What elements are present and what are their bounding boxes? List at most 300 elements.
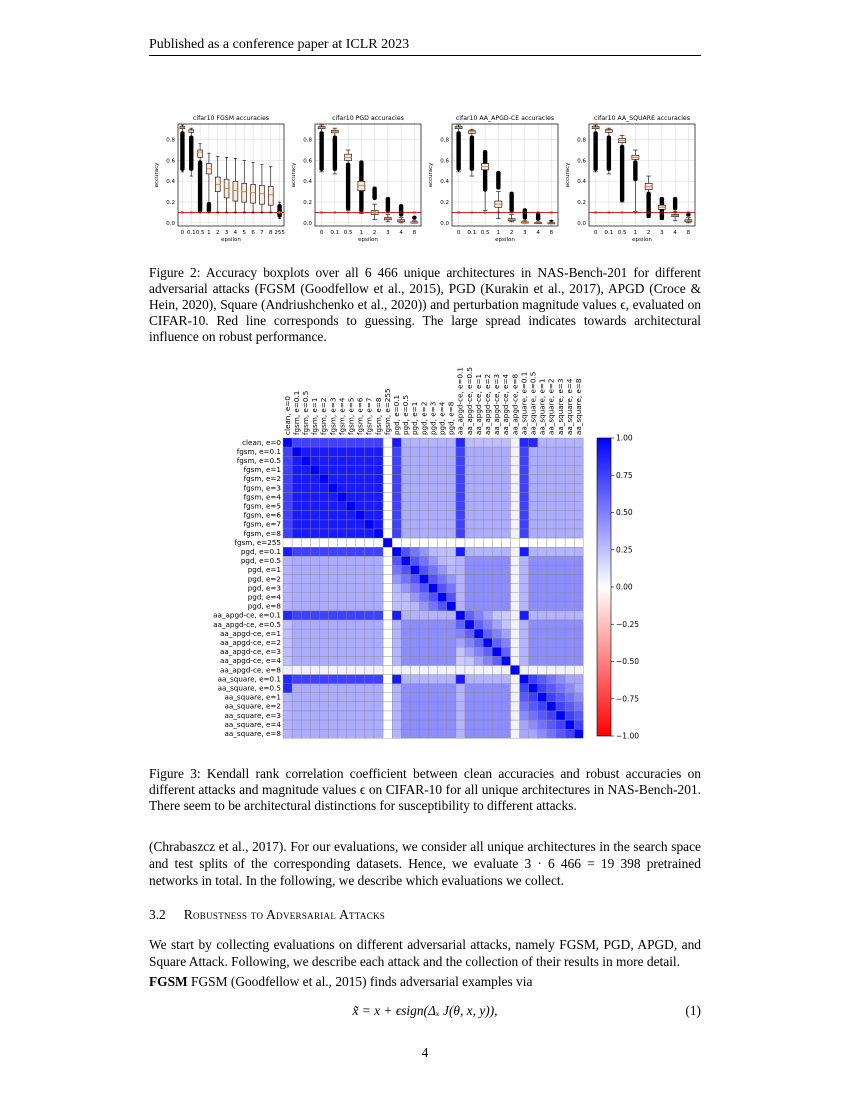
heatmap-cell <box>292 511 301 520</box>
heatmap-cell <box>556 438 565 447</box>
heatmap-cell <box>374 693 383 702</box>
heatmap-cell <box>292 693 301 702</box>
heatmap-cell <box>529 620 538 629</box>
heatmap-cell <box>529 611 538 620</box>
heatmap-cell <box>447 647 456 656</box>
heatmap-cell <box>283 666 292 675</box>
heatmap-cell <box>383 656 392 665</box>
heatmap-cell <box>492 620 501 629</box>
heatmap-cell <box>420 702 429 711</box>
heatmap-cell <box>374 465 383 474</box>
heatmap-cell <box>547 620 556 629</box>
heatmap-cell <box>520 556 529 565</box>
heatmap-cell <box>310 511 319 520</box>
heatmap-cell <box>447 693 456 702</box>
heatmap-cell <box>501 565 510 574</box>
heatmap-cell <box>556 484 565 493</box>
heatmap-cell <box>556 629 565 638</box>
heatmap-cell <box>438 611 447 620</box>
heatmap-cell <box>319 565 328 574</box>
heatmap-cell <box>538 547 547 556</box>
heatmap-cell <box>429 647 438 656</box>
heatmap-cell <box>465 602 474 611</box>
heatmap-cell <box>329 575 338 584</box>
row-label: fgsm, e=255 <box>234 537 281 547</box>
x-tick-label: 1 <box>496 230 501 236</box>
heatmap-cell <box>319 693 328 702</box>
heatmap-cell <box>374 602 383 611</box>
heatmap-cell <box>529 666 538 675</box>
heatmap-cell <box>383 675 392 684</box>
heatmap-cell <box>474 593 483 602</box>
heatmap-cell <box>356 620 365 629</box>
column-label: fgsm, e=8 <box>373 397 383 435</box>
boxplot-panel <box>291 115 421 243</box>
heatmap-cell <box>338 474 347 483</box>
heatmap-cell <box>465 584 474 593</box>
heatmap-cell <box>410 502 419 511</box>
heatmap-cell <box>529 556 538 565</box>
heatmap-cell <box>483 502 492 511</box>
heatmap-cell <box>447 511 456 520</box>
heatmap-cell <box>401 611 410 620</box>
heatmap-cell <box>483 629 492 638</box>
heatmap-cell <box>456 511 465 520</box>
heatmap-cell <box>420 529 429 538</box>
heatmap-cell <box>292 593 301 602</box>
heatmap-cell <box>292 547 301 556</box>
heatmap-cell <box>556 575 565 584</box>
equation-number: (1) <box>685 1003 701 1018</box>
heatmap-cell <box>383 575 392 584</box>
x-tick-label: 3 <box>386 230 390 236</box>
heatmap-cell <box>374 611 383 620</box>
heatmap-cell <box>501 447 510 456</box>
x-tick-label: 6 <box>251 230 255 236</box>
heatmap-cell <box>420 675 429 684</box>
column-label: fgsm, e=6 <box>355 397 365 435</box>
heatmap-cell <box>401 720 410 729</box>
heatmap-cell <box>429 620 438 629</box>
heatmap-cell <box>319 647 328 656</box>
heatmap-cell <box>465 529 474 538</box>
heatmap-cell <box>574 666 583 675</box>
heatmap-cell <box>347 465 356 474</box>
heatmap-cell <box>329 620 338 629</box>
heatmap-cell <box>301 693 310 702</box>
heatmap-cell <box>520 611 529 620</box>
heatmap-cell <box>347 638 356 647</box>
heatmap-cell <box>511 702 520 711</box>
heatmap-cell <box>547 547 556 556</box>
heatmap-cell <box>474 547 483 556</box>
heatmap-cell <box>301 620 310 629</box>
heatmap-cell <box>319 620 328 629</box>
heatmap-cell <box>356 638 365 647</box>
heatmap-cell <box>310 711 319 720</box>
x-tick-label: 0 <box>180 230 185 236</box>
heatmap-cell <box>338 584 347 593</box>
row-label: aa_apgd-ce, e=2 <box>219 638 281 648</box>
heatmap-cell <box>483 711 492 720</box>
heatmap-cell <box>438 447 447 456</box>
heatmap-cell <box>283 647 292 656</box>
column-label: aa_square, e=8 <box>574 378 584 435</box>
heatmap-cell <box>383 729 392 738</box>
heatmap-cell <box>511 484 520 493</box>
x-tick-label: 1 <box>359 230 364 236</box>
heatmap-cell <box>347 447 356 456</box>
heatmap-cell <box>410 484 419 493</box>
heatmap-cell <box>520 693 529 702</box>
heatmap-cell <box>392 593 401 602</box>
heatmap-cell <box>347 720 356 729</box>
heatmap-cell <box>492 666 501 675</box>
heatmap-cell <box>338 620 347 629</box>
heatmap-cell <box>356 520 365 529</box>
x-tick-label: 0.1 <box>330 230 340 236</box>
heatmap-cell <box>410 547 419 556</box>
heatmap-cell <box>483 620 492 629</box>
heatmap-cell <box>319 538 328 547</box>
heatmap-cell <box>401 493 410 502</box>
colorbar-tick-label: 0.75 <box>616 470 633 480</box>
heatmap-cell <box>347 647 356 656</box>
heatmap-cell <box>319 484 328 493</box>
heatmap-cell <box>501 656 510 665</box>
fgsm-paragraph <box>149 973 701 990</box>
heatmap-cell <box>429 547 438 556</box>
heatmap-cell <box>356 538 365 547</box>
heatmap-cell <box>410 538 419 547</box>
heatmap-cell <box>383 502 392 511</box>
outlier-band <box>372 186 376 200</box>
heatmap-cell <box>338 638 347 647</box>
heatmap-cell <box>310 575 319 584</box>
x-axis-label: epsilon <box>495 237 515 243</box>
heatmap-cell <box>538 484 547 493</box>
row-label: fgsm, e=5 <box>243 501 281 511</box>
heatmap-cell <box>301 593 310 602</box>
heatmap-cell <box>511 474 520 483</box>
heatmap-cell <box>556 565 565 574</box>
heatmap-cell <box>456 666 465 675</box>
heatmap-cell <box>429 575 438 584</box>
heatmap-cell <box>520 656 529 665</box>
row-label: clean, e=0 <box>242 437 281 447</box>
heatmap-cell <box>501 520 510 529</box>
heatmap-cell <box>283 729 292 738</box>
heatmap-cell <box>492 520 501 529</box>
heatmap-cell <box>283 511 292 520</box>
heatmap-cell <box>365 556 374 565</box>
heatmap-cell <box>456 538 465 547</box>
heatmap-cell <box>374 529 383 538</box>
heatmap-cell <box>520 675 529 684</box>
heatmap-cell <box>383 556 392 565</box>
heatmap-cell <box>456 547 465 556</box>
heatmap-cell <box>283 556 292 565</box>
outlier-band <box>333 135 337 170</box>
column-label: fgsm, e=255 <box>382 388 392 435</box>
heatmap-cell <box>438 720 447 729</box>
heatmap-cell <box>556 447 565 456</box>
heatmap-cell <box>511 502 520 511</box>
heatmap-cell <box>556 638 565 647</box>
heatmap-cell <box>456 602 465 611</box>
heatmap-cell <box>410 511 419 520</box>
heatmap-cell <box>401 565 410 574</box>
heatmap-cell <box>310 547 319 556</box>
heatmap-cell <box>365 538 374 547</box>
outlier-band <box>346 163 350 211</box>
column-label: aa_apgd-ce, e=0.5 <box>464 367 474 435</box>
colorbar-tick-label: −0.25 <box>616 619 639 629</box>
heatmap-cell <box>301 629 310 638</box>
heatmap-cell <box>474 629 483 638</box>
heatmap-cell <box>383 620 392 629</box>
heatmap-cell <box>347 684 356 693</box>
heatmap-cell <box>501 547 510 556</box>
heatmap-cell <box>365 729 374 738</box>
heatmap-cell <box>383 711 392 720</box>
heatmap-cell <box>310 529 319 538</box>
heatmap-cell <box>383 693 392 702</box>
heatmap-cell <box>401 602 410 611</box>
heatmap-cell <box>310 565 319 574</box>
colorbar-tick-label: 1.00 <box>616 433 633 443</box>
heatmap-cell <box>401 438 410 447</box>
heatmap-cell <box>438 647 447 656</box>
heatmap-cell <box>483 484 492 493</box>
heatmap-cell <box>392 702 401 711</box>
heatmap-cell <box>565 474 574 483</box>
heatmap-cell <box>511 493 520 502</box>
heatmap-cell <box>529 629 538 638</box>
heatmap-cell <box>392 675 401 684</box>
heatmap-cell <box>383 584 392 593</box>
heatmap-cell <box>429 529 438 538</box>
heatmap-cell <box>319 666 328 675</box>
heatmap-cell <box>347 456 356 465</box>
heatmap-cell <box>574 493 583 502</box>
x-tick-label: 0.5 <box>617 230 627 236</box>
heatmap-cell <box>456 556 465 565</box>
heatmap-cell <box>574 711 583 720</box>
heatmap-cell <box>329 511 338 520</box>
heatmap-cell <box>474 565 483 574</box>
heatmap-cell <box>511 529 520 538</box>
heatmap-cell <box>456 656 465 665</box>
heatmap-cell <box>574 729 583 738</box>
x-tick-label: 4 <box>536 230 540 236</box>
heatmap-cell <box>483 638 492 647</box>
y-tick-label: 0.8 <box>577 137 586 144</box>
heatmap-cell <box>319 465 328 474</box>
heatmap-cell <box>556 693 565 702</box>
heatmap-cell <box>338 447 347 456</box>
heatmap-cell <box>310 684 319 693</box>
heatmap-cell <box>383 547 392 556</box>
heatmap-cell <box>520 711 529 720</box>
heatmap-cell <box>301 456 310 465</box>
heatmap-cell <box>547 565 556 574</box>
heatmap-cell <box>401 456 410 465</box>
heatmap-cell <box>456 474 465 483</box>
heatmap-cell <box>501 502 510 511</box>
heatmap-cell <box>292 502 301 511</box>
heatmap-cell <box>492 656 501 665</box>
heatmap-cell <box>474 502 483 511</box>
heatmap-cell <box>401 693 410 702</box>
row-label: aa_square, e=4 <box>224 719 281 729</box>
heatmap-cell <box>410 711 419 720</box>
heatmap-cell <box>492 511 501 520</box>
heatmap-cell <box>465 620 474 629</box>
heatmap-cell <box>329 547 338 556</box>
heatmap-cell <box>456 638 465 647</box>
heatmap-cell <box>292 493 301 502</box>
row-label: aa_apgd-ce, e=0.1 <box>213 610 281 620</box>
x-tick-label: 8 <box>412 230 417 236</box>
heatmap-cell <box>283 484 292 493</box>
heatmap-cell <box>483 611 492 620</box>
body-paragraph-2: We start by collecting evaluations on different adversarial attacks, namely FGSM, PGD, APGD, and Square Attack. Following, we describe each attack and the collection of their results in more detail. <box>149 937 701 969</box>
heatmap-cell <box>492 593 501 602</box>
heatmap-cell <box>392 565 401 574</box>
box-iqr <box>259 185 264 204</box>
heatmap-cell <box>347 575 356 584</box>
x-tick-label: 8 <box>269 230 273 236</box>
heatmap-cell <box>338 611 347 620</box>
heatmap-cell <box>474 438 483 447</box>
heatmap-cell <box>401 629 410 638</box>
heatmap-cell <box>310 729 319 738</box>
heatmap-cell <box>565 538 574 547</box>
heatmap-cell <box>420 484 429 493</box>
heatmap-cell <box>511 593 520 602</box>
heatmap-cell <box>465 675 474 684</box>
heatmap-cell <box>374 720 383 729</box>
heatmap-cell <box>538 684 547 693</box>
heatmap-cell <box>301 538 310 547</box>
heatmap-cell <box>483 511 492 520</box>
heatmap-cell <box>292 556 301 565</box>
heatmap-cell <box>529 438 538 447</box>
column-label: aa_square, e=3 <box>555 378 565 435</box>
heatmap-cell <box>538 666 547 675</box>
column-label: clean, e=0 <box>282 396 292 435</box>
heatmap-cell <box>474 602 483 611</box>
heatmap-cell <box>310 611 319 620</box>
heatmap-cell <box>456 465 465 474</box>
heatmap-cell <box>492 675 501 684</box>
y-tick-label: 0.4 <box>577 179 586 186</box>
section-number: 3.2 <box>149 907 166 922</box>
column-label: pgd, e=8 <box>446 401 456 435</box>
heatmap-cell <box>429 447 438 456</box>
figure-3-caption: Figure 3: Kendall rank correlation coefficient between clean accuracies and robust accuracies on different attacks and magnitude values ϵ on CIFAR-10 for all unique architectures in NAS-Bench-201. There seem to be architectural distinctions for susceptibility to different attacks. <box>149 766 701 813</box>
heatmap-cell <box>438 547 447 556</box>
heatmap-cell <box>556 656 565 665</box>
heatmap-cell <box>465 720 474 729</box>
heatmap-cell <box>392 520 401 529</box>
heatmap-cell <box>374 484 383 493</box>
heatmap-cell <box>347 693 356 702</box>
box-iqr <box>358 181 365 190</box>
heatmap-cell <box>383 684 392 693</box>
heatmap-cell <box>565 729 574 738</box>
x-tick-label: 3 <box>660 230 664 236</box>
heatmap-cell <box>474 711 483 720</box>
heatmap-cell <box>465 656 474 665</box>
heatmap-cell <box>319 511 328 520</box>
heatmap-cell <box>456 611 465 620</box>
heatmap-cell <box>292 447 301 456</box>
heatmap-cell <box>420 575 429 584</box>
heatmap-cell <box>292 575 301 584</box>
heatmap-cell <box>301 565 310 574</box>
heatmap-cell <box>429 502 438 511</box>
heatmap-cell <box>538 720 547 729</box>
heatmap-cell <box>529 647 538 656</box>
heatmap-cell <box>483 584 492 593</box>
heatmap-cell <box>420 647 429 656</box>
heatmap-cell <box>338 456 347 465</box>
heatmap-cell <box>338 547 347 556</box>
heatmap-cell <box>310 675 319 684</box>
heatmap-cell <box>474 656 483 665</box>
heatmap-cell <box>356 611 365 620</box>
heatmap-cell <box>401 484 410 493</box>
heatmap-cell <box>492 611 501 620</box>
heatmap-cell <box>392 556 401 565</box>
heatmap-cell <box>329 447 338 456</box>
heatmap-cell <box>501 638 510 647</box>
heatmap-cell <box>456 593 465 602</box>
x-tick-label: 0.5 <box>480 230 490 236</box>
heatmap-cell <box>329 502 338 511</box>
heatmap-cell <box>556 711 565 720</box>
x-tick-label: 255 <box>274 230 285 236</box>
heatmap-cell <box>392 629 401 638</box>
heatmap-cell <box>374 620 383 629</box>
column-label: aa_apgd-ce, e=8 <box>510 373 520 435</box>
heatmap-cell <box>520 484 529 493</box>
heatmap-cell <box>319 638 328 647</box>
heatmap-cell <box>438 584 447 593</box>
heatmap-cell <box>392 638 401 647</box>
heatmap-cell <box>429 638 438 647</box>
boxplot-panel <box>565 115 695 243</box>
heatmap-cell <box>538 438 547 447</box>
heatmap-cell <box>447 593 456 602</box>
y-tick-label: 0.2 <box>577 200 586 207</box>
heatmap-cell <box>365 593 374 602</box>
heatmap-cell <box>310 556 319 565</box>
heatmap-cell <box>574 611 583 620</box>
heatmap-cell <box>520 702 529 711</box>
heatmap-cell <box>574 520 583 529</box>
heatmap-cell <box>383 629 392 638</box>
heatmap-cell <box>383 565 392 574</box>
heatmap-cell <box>329 556 338 565</box>
colorbar-tick-label: −0.75 <box>616 694 639 704</box>
heatmap-cell <box>319 474 328 483</box>
heatmap-cell <box>547 711 556 720</box>
heatmap-cell <box>319 547 328 556</box>
heatmap-cell <box>301 638 310 647</box>
